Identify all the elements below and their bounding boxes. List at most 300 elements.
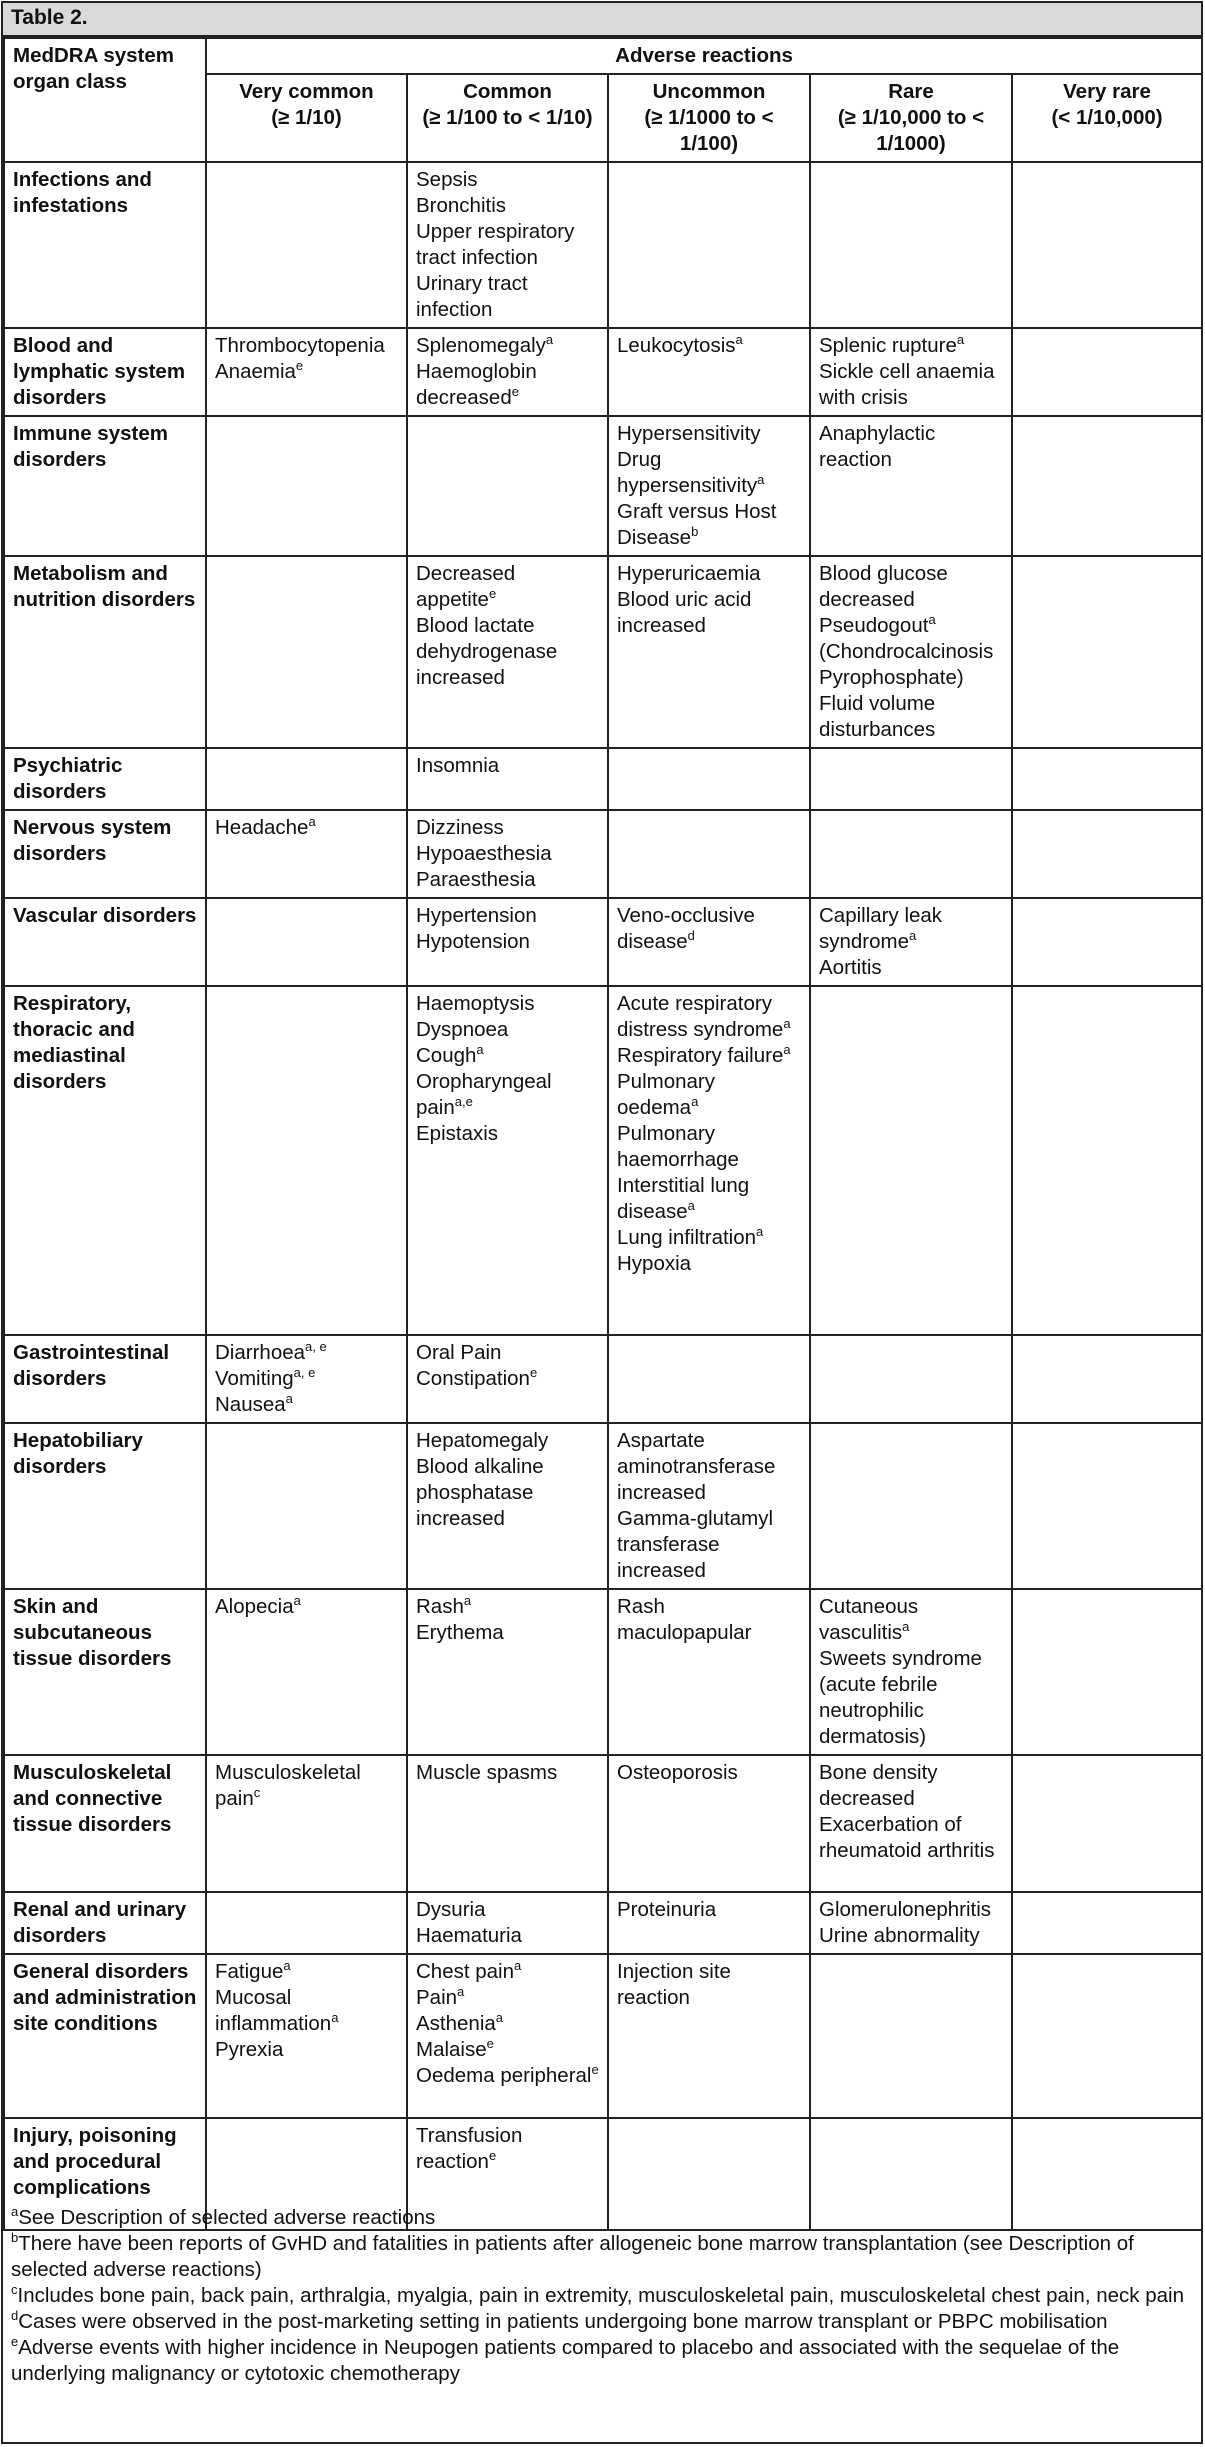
reaction-item xyxy=(819,639,1003,691)
reaction-name: Haemoglobin decreased xyxy=(416,360,537,409)
reaction-name: Thrombocytopenia xyxy=(215,334,385,357)
footnote-marker: a xyxy=(308,814,316,829)
reaction-name: Erythema xyxy=(416,1621,504,1644)
reaction-name: Sickle cell anaemia with crisis xyxy=(819,360,995,409)
reaction-name: Graft versus Host Disease xyxy=(617,500,777,549)
reaction-name: Hypoxia xyxy=(617,1252,692,1275)
reaction-cell xyxy=(407,1589,608,1755)
reaction-name: Aortitis xyxy=(819,956,882,979)
reaction-cell xyxy=(810,1954,1012,2118)
reaction-name: Proteinuria xyxy=(617,1898,717,1921)
document xyxy=(1,1,1203,2444)
reaction-item xyxy=(416,219,599,271)
reaction-name: Splenic rupture xyxy=(819,334,957,357)
reaction-cell xyxy=(407,162,608,328)
reaction-item xyxy=(617,447,801,499)
reaction-name: Fatigue xyxy=(215,1960,284,1983)
footnote-marker: a xyxy=(514,1958,522,1973)
reaction-cell xyxy=(608,748,810,810)
reaction-item xyxy=(416,929,599,955)
reaction-name: Acute respiratory distress syndrome xyxy=(617,992,784,1041)
reaction-cell xyxy=(407,328,608,416)
organ-class-cell: Renal and urinary disorders xyxy=(4,1892,206,1954)
reaction-cell xyxy=(407,1755,608,1892)
table-row xyxy=(4,416,1202,556)
reaction-cell xyxy=(407,748,608,810)
footnote-mark: c xyxy=(11,2282,18,2297)
reaction-cell xyxy=(608,328,810,416)
organ-class-cell: General disorders and administration site conditions xyxy=(4,1954,206,2118)
footnote-marker: e xyxy=(486,2036,494,2051)
reaction-item xyxy=(617,1760,801,1786)
reaction-cell xyxy=(407,556,608,748)
reaction-item xyxy=(416,1454,599,1532)
footnote-mark: b xyxy=(11,2230,19,2245)
reaction-item xyxy=(416,867,599,893)
reaction-name: Cutaneous vasculitis xyxy=(819,1595,919,1644)
reaction-name: Capillary leak syndrome xyxy=(819,904,943,953)
frequency-name: Common xyxy=(463,80,552,103)
header-frequency-very-common xyxy=(206,74,407,162)
reaction-cell xyxy=(608,416,810,556)
reaction-name: Splenomegaly xyxy=(416,334,546,357)
footnote-marker: a xyxy=(928,612,936,627)
reaction-item xyxy=(617,499,801,551)
reaction-cell xyxy=(206,556,407,748)
reaction-cell xyxy=(407,1954,608,2118)
footnote-marker: a xyxy=(463,1593,472,1608)
reaction-item xyxy=(617,1594,801,1646)
reaction-cell xyxy=(407,1423,608,1589)
footnotes xyxy=(3,2202,1201,2390)
reaction-cell xyxy=(206,898,407,986)
reaction-name: Hyperuricaemia xyxy=(617,562,761,585)
reaction-name: Veno-occlusive disease xyxy=(617,904,755,953)
reaction-cell xyxy=(1012,1589,1202,1755)
reaction-name: Gamma-glutamyl transferase increased xyxy=(617,1507,774,1582)
reaction-item xyxy=(416,2123,599,2175)
table-row xyxy=(4,1755,1202,1892)
reaction-cell xyxy=(1012,1892,1202,1954)
reaction-cell xyxy=(206,986,407,1335)
organ-class-cell: Skin and subcutaneous tissue disorders xyxy=(4,1589,206,1755)
frequency-range: (≥ 1/100 to < 1/10) xyxy=(422,106,593,129)
reaction-item xyxy=(416,1069,599,1121)
reaction-name: Fluid volume disturbances xyxy=(819,692,936,741)
reaction-item xyxy=(416,1985,599,2011)
footnote-marker: e xyxy=(511,384,519,399)
table-row xyxy=(4,1589,1202,1755)
reaction-cell xyxy=(810,416,1012,556)
reaction-name: (Chondrocalcinosis Pyrophosphate) xyxy=(819,640,994,689)
reaction-name: Anaphylactic reaction xyxy=(819,422,936,471)
footnote-marker: a xyxy=(783,1042,791,1057)
reaction-name: Oedema peripheral xyxy=(416,2064,592,2087)
footnote-marker: a,e xyxy=(454,1094,473,1109)
header-adverse-reactions: Adverse reactions xyxy=(206,38,1202,74)
organ-class-cell: Respiratory, thoracic and mediastinal disorders xyxy=(4,986,206,1335)
reaction-cell xyxy=(1012,556,1202,748)
reaction-item xyxy=(617,991,801,1043)
table-row xyxy=(4,1954,1202,2118)
table-row xyxy=(4,328,1202,416)
reaction-item xyxy=(416,1017,599,1043)
table-row xyxy=(4,986,1202,1335)
header-frequency-rare xyxy=(810,74,1012,162)
reaction-item xyxy=(617,561,801,587)
reaction-name: Hypoaesthesia xyxy=(416,842,552,865)
reaction-name: Rash xyxy=(416,1595,464,1618)
table-row xyxy=(4,898,1202,986)
reaction-name: Constipation xyxy=(416,1367,530,1390)
reaction-cell xyxy=(206,416,407,556)
organ-class-cell: Psychiatric disorders xyxy=(4,748,206,810)
reaction-item xyxy=(416,2011,599,2037)
footnote-e xyxy=(11,2335,1193,2387)
organ-class-cell: Gastrointestinal disorders xyxy=(4,1335,206,1423)
reaction-cell xyxy=(810,748,1012,810)
reaction-cell xyxy=(608,898,810,986)
reaction-cell xyxy=(1012,748,1202,810)
reaction-item xyxy=(416,561,599,613)
reaction-cell xyxy=(608,1335,810,1423)
reaction-name: Pain xyxy=(416,1986,458,2009)
footnote-text: There have been reports of GvHD and fatalities in patients after allogeneic bone marrow transplantation (see Description of selected adverse reactions) xyxy=(11,2232,1134,2281)
reaction-cell xyxy=(810,1755,1012,1892)
reaction-cell xyxy=(1012,898,1202,986)
reaction-cell xyxy=(810,1589,1012,1755)
reaction-cell xyxy=(407,898,608,986)
footnote-marker: a xyxy=(909,928,917,943)
reaction-cell xyxy=(608,162,810,328)
reaction-name: Dizziness xyxy=(416,816,504,839)
reaction-name: Malaise xyxy=(416,2038,487,2061)
reaction-cell xyxy=(810,1892,1012,1954)
reaction-name: Hypotension xyxy=(416,930,530,953)
reaction-item xyxy=(416,359,599,411)
reaction-name: Sepsis xyxy=(416,168,478,191)
reaction-item xyxy=(617,421,801,447)
footnote-marker: c xyxy=(253,1785,261,1800)
organ-class-cell: Injury, poisoning and procedural complications xyxy=(4,2118,206,2230)
reaction-cell xyxy=(206,162,407,328)
footnote-marker: a xyxy=(902,1619,910,1634)
footnote-marker: a xyxy=(283,1958,291,1973)
reaction-item xyxy=(215,1392,398,1418)
table-row xyxy=(4,810,1202,898)
reaction-item xyxy=(617,1043,801,1069)
reaction-item xyxy=(819,561,1003,613)
organ-class-cell: Infections and infestations xyxy=(4,162,206,328)
footnote-text: Adverse events with higher incidence in Neupogen patients compared to placebo and associated with the sequelae of the underlying malignancy or cytotoxic chemotherapy xyxy=(11,2336,1120,2385)
reaction-name: Insomnia xyxy=(416,754,500,777)
reaction-name: Drug hypersensitivity xyxy=(617,448,758,497)
reaction-item xyxy=(819,955,1003,981)
reaction-item xyxy=(215,1760,398,1812)
reaction-item xyxy=(215,333,398,359)
reaction-name: Cough xyxy=(416,1044,477,1067)
reaction-name: Lung infiltration xyxy=(617,1226,757,1249)
reaction-cell xyxy=(810,1335,1012,1423)
reaction-item xyxy=(215,815,398,841)
header-frequency-very-rare xyxy=(1012,74,1202,162)
reaction-cell xyxy=(608,1954,810,2118)
footnote-marker: a xyxy=(956,332,965,347)
reaction-cell xyxy=(608,1589,810,1755)
reaction-name: Epistaxis xyxy=(416,1122,499,1145)
footnote-c xyxy=(11,2283,1193,2309)
reaction-cell xyxy=(810,556,1012,748)
footnote-marker: a, e xyxy=(293,1365,316,1380)
table-row xyxy=(4,162,1202,328)
reaction-name: Osteoporosis xyxy=(617,1761,738,1784)
reaction-cell xyxy=(1012,162,1202,328)
footnote-a xyxy=(11,2205,1193,2231)
reaction-item xyxy=(819,613,1003,639)
reaction-cell xyxy=(1012,1423,1202,1589)
reaction-cell xyxy=(608,810,810,898)
reaction-cell xyxy=(407,1892,608,1954)
footnote-marker: a xyxy=(687,1198,695,1213)
frequency-range: (≥ 1/10,000 to < 1/1000) xyxy=(837,106,985,155)
reaction-name: Vomiting xyxy=(215,1367,294,1390)
reaction-name: Nausea xyxy=(215,1393,286,1416)
reaction-cell xyxy=(206,328,407,416)
reaction-name: Anaemia xyxy=(215,360,296,383)
reaction-item xyxy=(416,1760,599,1786)
reaction-name: Pseudogout xyxy=(819,614,929,637)
reaction-cell xyxy=(1012,1335,1202,1423)
footnote-marker: a xyxy=(735,332,743,347)
footnote-marker: a xyxy=(756,1224,764,1239)
table-row xyxy=(4,748,1202,810)
organ-class-cell: Metabolism and nutrition disorders xyxy=(4,556,206,748)
reaction-item xyxy=(617,1121,801,1173)
reaction-item xyxy=(215,1985,398,2037)
footnote-marker: b xyxy=(691,524,699,539)
reaction-item xyxy=(416,2037,599,2063)
reaction-cell xyxy=(608,1423,810,1589)
reaction-cell xyxy=(407,810,608,898)
reaction-item xyxy=(819,1897,1003,1923)
footnote-b xyxy=(11,2231,1193,2283)
footnote-marker: a, e xyxy=(305,1339,327,1354)
reaction-name: Pulmonary haemorrhage xyxy=(617,1122,739,1171)
reaction-cell xyxy=(206,748,407,810)
footnote-marker: d xyxy=(687,928,695,943)
reaction-item xyxy=(416,1923,599,1949)
footnote-marker: e xyxy=(488,2148,497,2163)
reaction-name: Hepatomegaly xyxy=(416,1429,549,1452)
reaction-item xyxy=(617,333,801,359)
reaction-item xyxy=(416,1366,599,1392)
reaction-cell xyxy=(206,1423,407,1589)
reaction-item xyxy=(416,613,599,691)
reaction-cell xyxy=(206,810,407,898)
reaction-name: Hypersensitivity xyxy=(617,422,761,445)
reaction-item xyxy=(215,1340,398,1366)
frequency-name: Uncommon xyxy=(652,80,766,103)
reaction-name: Pulmonary oedema xyxy=(617,1070,715,1119)
footnote-marker: a xyxy=(331,2010,339,2025)
reaction-item xyxy=(416,1594,599,1620)
reaction-item xyxy=(215,1959,398,1985)
reaction-cell xyxy=(810,986,1012,1335)
reaction-item xyxy=(416,903,599,929)
footnote-text: Cases were observed in the post-marketing setting in patients undergoing bone marrow transplant or PBPC mobilisation xyxy=(18,2310,1108,2333)
reaction-item xyxy=(617,587,801,639)
reaction-cell xyxy=(810,810,1012,898)
organ-class-cell: Vascular disorders xyxy=(4,898,206,986)
footnote-marker: a xyxy=(476,1042,484,1057)
footnote-marker: a xyxy=(783,1016,791,1031)
reaction-name: Bone density decreased xyxy=(819,1761,938,1810)
footnote-text: See Description of selected adverse reactions xyxy=(18,2206,436,2229)
footnote-marker: a xyxy=(757,472,765,487)
frequency-name: Rare xyxy=(888,80,934,103)
reaction-cell xyxy=(206,1335,407,1423)
reaction-cell xyxy=(1012,1954,1202,2118)
reaction-name: Oral Pain xyxy=(416,1341,502,1364)
footnote-marker: a xyxy=(285,1391,293,1406)
footnote-mark: e xyxy=(11,2334,19,2349)
reaction-item xyxy=(416,1340,599,1366)
reaction-cell xyxy=(608,1755,810,1892)
reaction-item xyxy=(819,359,1003,411)
reaction-item xyxy=(215,2037,398,2063)
reaction-item xyxy=(617,1173,801,1225)
reaction-cell xyxy=(1012,810,1202,898)
reaction-name: Blood lactate dehydrogenase increased xyxy=(416,614,558,689)
reaction-item xyxy=(416,1043,599,1069)
frequency-name: Very rare xyxy=(1063,80,1151,103)
reaction-name: Transfusion reaction xyxy=(416,2124,523,2173)
reaction-cell xyxy=(608,986,810,1335)
reaction-item xyxy=(416,1959,599,1985)
reaction-name: Blood alkaline phosphatase increased xyxy=(416,1455,544,1530)
reaction-item xyxy=(416,271,599,323)
reaction-item xyxy=(617,1428,801,1506)
reaction-item xyxy=(215,1594,398,1620)
footnote-marker: a xyxy=(495,2010,504,2025)
reaction-item xyxy=(416,1897,599,1923)
reaction-item xyxy=(215,359,398,385)
reaction-item xyxy=(819,421,1003,473)
reaction-item xyxy=(416,991,599,1017)
reaction-item xyxy=(819,691,1003,743)
header-frequency-common xyxy=(407,74,608,162)
reaction-item xyxy=(819,1923,1003,1949)
reaction-cell xyxy=(206,1892,407,1954)
reaction-name: Chest pain xyxy=(416,1960,515,1983)
reaction-cell xyxy=(810,162,1012,328)
footnote-marker: a xyxy=(691,1094,699,1109)
footnote-marker: e xyxy=(295,358,304,373)
reaction-cell xyxy=(810,328,1012,416)
reaction-name: Paraesthesia xyxy=(416,868,536,891)
reaction-item xyxy=(416,167,599,193)
organ-class-cell: Hepatobiliary disorders xyxy=(4,1423,206,1589)
reaction-item xyxy=(416,1620,599,1646)
reaction-item xyxy=(819,903,1003,955)
reaction-cell xyxy=(810,1423,1012,1589)
reaction-item xyxy=(617,1069,801,1121)
reaction-name: Haematuria xyxy=(416,1924,522,1947)
reaction-name: Urine abnormality xyxy=(819,1924,980,1947)
reaction-name: Blood uric acid increased xyxy=(617,588,752,637)
reaction-item xyxy=(416,2063,599,2089)
table-row xyxy=(4,1892,1202,1954)
reaction-cell xyxy=(407,416,608,556)
reaction-item xyxy=(617,903,801,955)
reaction-name: Mucosal inflammation xyxy=(215,1986,332,2035)
reaction-name: Musculoskeletal pain xyxy=(215,1761,361,1810)
footnote-mark: a xyxy=(11,2204,19,2219)
reaction-name: Muscle spasms xyxy=(416,1761,558,1784)
organ-class-cell: Musculoskeletal and connective tissue disorders xyxy=(4,1755,206,1892)
reaction-item xyxy=(416,815,599,841)
footnote-marker: a xyxy=(545,332,554,347)
reaction-cell xyxy=(206,1589,407,1755)
frequency-range: (≥ 1/10) xyxy=(271,106,342,129)
reaction-name: Aspartate aminotransferase increased xyxy=(617,1429,776,1504)
frequency-range: (< 1/10,000) xyxy=(1051,106,1163,129)
reaction-item xyxy=(819,1812,1003,1864)
reaction-cell xyxy=(407,1335,608,1423)
frequency-range: (≥ 1/1000 to < 1/100) xyxy=(644,106,774,155)
reaction-cell xyxy=(810,898,1012,986)
frequency-name: Very common xyxy=(239,80,374,103)
reaction-name: Exacerbation of rheumatoid arthritis xyxy=(819,1813,995,1862)
reaction-item xyxy=(819,1760,1003,1812)
organ-class-cell: Blood and lymphatic system disorders xyxy=(4,328,206,416)
reaction-item xyxy=(416,841,599,867)
reaction-name: Diarrhoea xyxy=(215,1341,306,1364)
reaction-item xyxy=(617,1959,801,2011)
reaction-name: Oropharyngeal pain xyxy=(416,1070,552,1119)
reaction-name: Rash maculopapular xyxy=(617,1595,752,1644)
reaction-name: Interstitial lung disease xyxy=(617,1174,750,1223)
footnote-mark: d xyxy=(11,2308,19,2323)
reaction-cell xyxy=(608,556,810,748)
organ-class-cell: Immune system disorders xyxy=(4,416,206,556)
reaction-name: Headache xyxy=(215,816,309,839)
reaction-name: Leukocytosis xyxy=(617,334,736,357)
reaction-name: Sweets syndrome (acute febrile neutrophilic dermatosis) xyxy=(819,1647,982,1748)
reaction-item xyxy=(819,1594,1003,1646)
reaction-item xyxy=(617,1897,801,1923)
footnote-text: Includes bone pain, back pain, arthralgia, myalgia, pain in extremity, musculoskeletal pain, musculoskeletal chest pain, neck pain xyxy=(17,2284,1184,2307)
reaction-name: Bronchitis xyxy=(416,194,507,217)
reaction-name: Blood glucose decreased xyxy=(819,562,948,611)
reaction-item xyxy=(617,1251,801,1277)
table-row xyxy=(4,556,1202,748)
reaction-item xyxy=(416,753,599,779)
reaction-name: Injection site reaction xyxy=(617,1960,731,2009)
reaction-cell xyxy=(608,1892,810,1954)
table-row xyxy=(4,1335,1202,1423)
reaction-name: Alopecia xyxy=(215,1595,294,1618)
table-title: Table 2. xyxy=(3,3,1201,37)
reaction-item xyxy=(819,1646,1003,1750)
footnote-marker: a xyxy=(293,1593,301,1608)
footnote-marker: e xyxy=(591,2062,599,2077)
reaction-name: Dyspnoea xyxy=(416,1018,509,1041)
header-frequency-uncommon xyxy=(608,74,810,162)
reaction-name: Decreased appetite xyxy=(416,562,516,611)
footnote-d xyxy=(11,2309,1193,2335)
table-row xyxy=(4,1423,1202,1589)
